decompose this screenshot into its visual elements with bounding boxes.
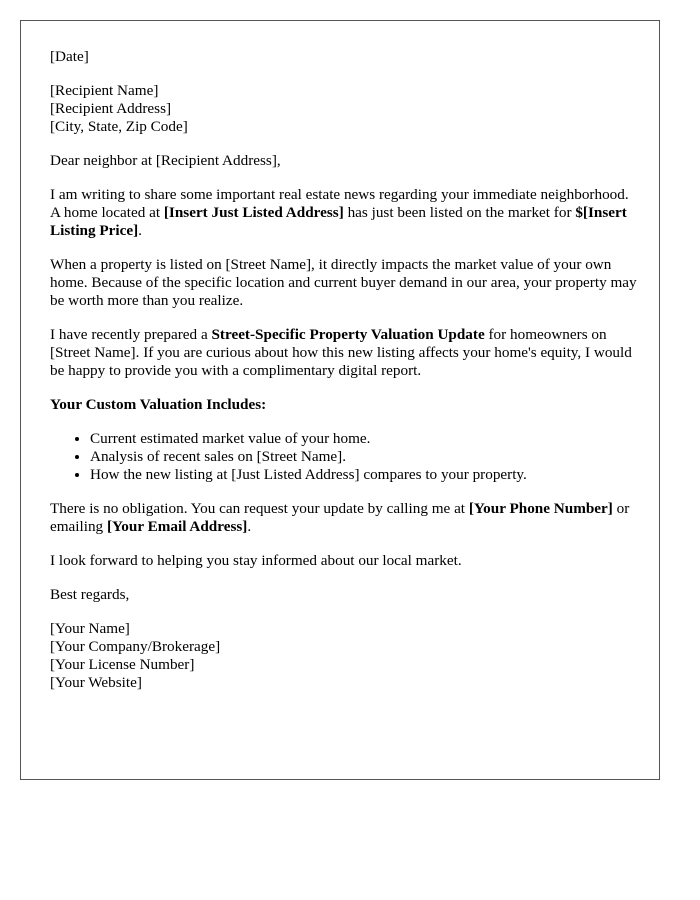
paragraph-text: . bbox=[247, 518, 252, 535]
letter-body bbox=[50, 48, 640, 708]
includes-heading: Your Custom Valuation Includes: bbox=[50, 396, 267, 413]
paragraph-market-impact: When a property is listed on [Street Name], it directly impacts the market value of your own home. Because of the specific location and current buyer demand in our area, your property may be worth more than you realize. bbox=[50, 256, 637, 309]
signature-company: [Your Company/Brokerage] bbox=[50, 638, 221, 655]
paragraph-text: There is no obligation. You can request your update by calling me at bbox=[50, 500, 469, 517]
signature-name: [Your Name] bbox=[50, 620, 130, 637]
recipient-name: [Recipient Name] bbox=[50, 82, 159, 99]
paragraph-text: or emailing bbox=[50, 500, 630, 535]
paragraph-text: . bbox=[138, 222, 142, 239]
phone-placeholder: [Your Phone Number] bbox=[468, 500, 613, 517]
paragraph-text: I have recently prepared a bbox=[50, 326, 212, 343]
signature-website: [Your Website] bbox=[50, 674, 142, 691]
list-item: • Current estimated market value of your home. bbox=[90, 430, 640, 448]
signature-license: [Your License Number] bbox=[50, 656, 195, 673]
email-placeholder: [Your Email Address] bbox=[106, 518, 248, 535]
salutation: Dear neighbor at [Recipient Address], bbox=[50, 152, 281, 169]
recipient-block bbox=[50, 82, 640, 136]
paragraph-contact bbox=[50, 500, 640, 536]
recipient-address: [Recipient Address] bbox=[50, 100, 172, 117]
valuation-update-title: Street-Specific Property Valuation Update bbox=[211, 326, 485, 343]
paragraph-text: for homeowners on [Street Name]. If you are curious about how this new listing affects your home's equity, I would be happy to provide you with a complimentary digital report. bbox=[50, 326, 632, 379]
paragraph-text: I am writing to share some important real estate news regarding your immediate neighborhood. A home located at bbox=[50, 186, 629, 221]
paragraph-closing-note: I look forward to helping you stay informed about our local market. bbox=[50, 552, 462, 569]
letter-date: [Date] bbox=[50, 48, 89, 65]
list-item: • Analysis of recent sales on [Street Name]. bbox=[90, 448, 640, 466]
signature-block bbox=[50, 620, 640, 692]
recipient-city-state-zip: [City, State, Zip Code] bbox=[50, 118, 188, 135]
list-item: • How the new listing at [Just Listed Address] compares to your property. bbox=[90, 466, 640, 484]
listing-price-placeholder: $[Insert Listing Price] bbox=[50, 204, 627, 239]
just-listed-address-placeholder: [Insert Just Listed Address] bbox=[163, 204, 344, 221]
closing: Best regards, bbox=[50, 586, 130, 603]
paragraph-valuation-offer bbox=[50, 326, 640, 380]
includes-list bbox=[50, 430, 640, 484]
letter-page bbox=[20, 20, 660, 780]
paragraph-text: has just been listed on the market for bbox=[343, 204, 576, 221]
paragraph-listing-news bbox=[50, 186, 640, 240]
